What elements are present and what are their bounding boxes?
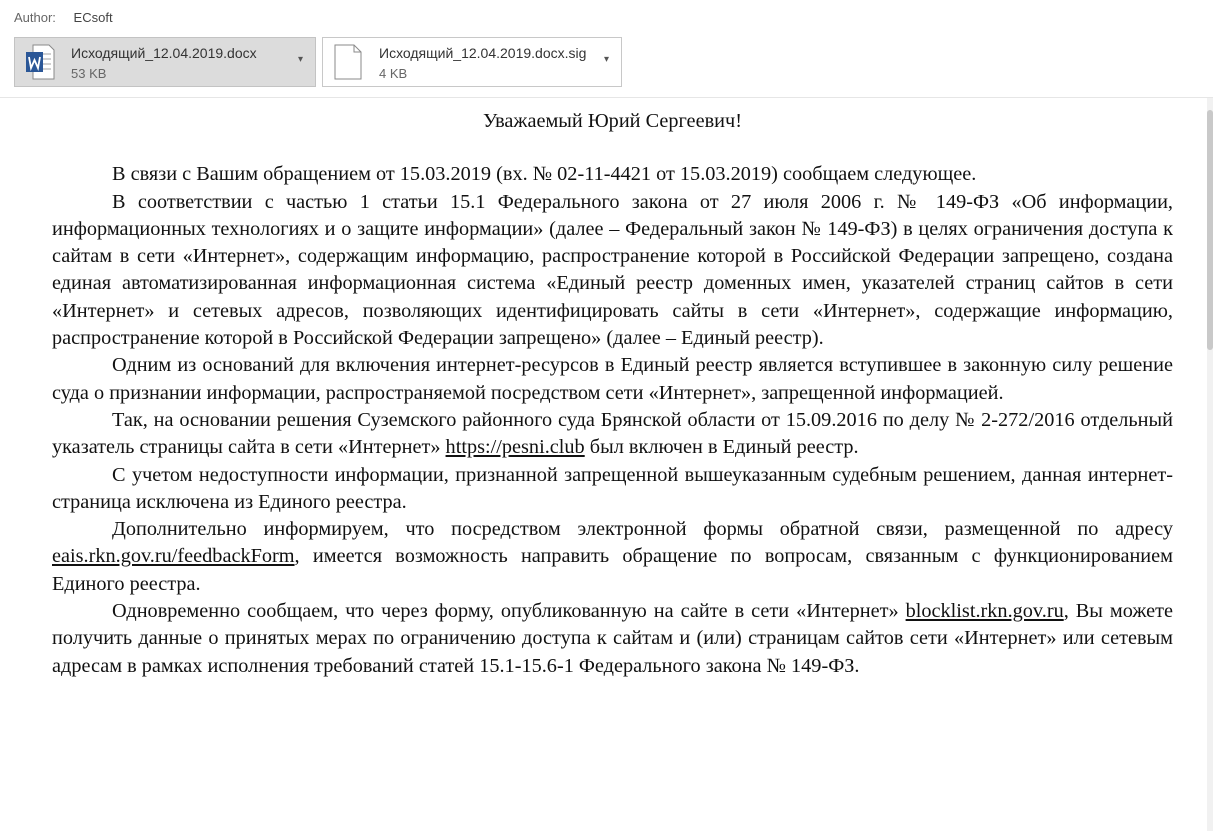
paragraph-2: В соответствии с частью 1 статьи 15.1 Федерального закона от 27 июля 2006 г. № 149-ФЗ «Об информации, информационных технологиях и о защите информации» (далее – Федеральный закон № 149-ФЗ) в целях ограничения доступа к сайтам в сети «Интернет», содержащим информацию, распространение которой в Российской Федерации запрещено, создана единая автоматизированная информационная система «Единый реестр доменных имен, указателей страниц сайтов в сети «Интернет» и сетевых адресов, позволяющих идентифицировать сайты в сети «Интернет», содержащие информацию, распространение которой в Российской Федерации запрещено» (далее – Единый реестр). xyxy=(52,190,1173,350)
paragraph-4-text-after: был включен в Единый реестр. xyxy=(584,436,859,459)
paragraph-1: В связи с Вашим обращением от 15.03.2019 (вх. № 02-11-4421 от 15.03.2019) сообщаем следующее. xyxy=(112,163,977,186)
paragraph-6 xyxy=(52,516,1173,598)
header-divider xyxy=(0,97,1213,98)
letter-greeting: Уважаемый Юрий Сергеевич! xyxy=(483,110,742,132)
blank-file-icon xyxy=(333,44,363,80)
pesni-club-link[interactable]: https://pesni.club xyxy=(445,436,585,459)
attachment-size: 4 KB xyxy=(379,66,408,81)
chevron-down-icon[interactable]: ▾ xyxy=(603,54,609,65)
author-value: ECsoft xyxy=(73,10,113,25)
paragraph-7 xyxy=(52,598,1173,680)
paragraph-7-text-after: , Вы можете получить данные о принятых мерах по ограничению доступа к сайтам и (или) страницам сайтов сети «Интернет» или сетевым адресам в рамках исполнения требований статей 15.1-15.6-1 Федерального закона № 149-ФЗ. xyxy=(52,600,1174,677)
attachment-size: 53 KB xyxy=(71,66,107,81)
word-doc-icon xyxy=(25,44,55,80)
paragraph-4 xyxy=(52,407,1173,462)
attachment-sig[interactable] xyxy=(322,37,622,87)
author-label: Author: xyxy=(14,10,56,25)
letter-body xyxy=(52,108,1173,680)
attachment-name: Исходящий_12.04.2019.docx xyxy=(71,45,257,61)
feedback-form-link[interactable]: eais.rkn.gov.ru/feedbackForm xyxy=(52,545,295,568)
author-row xyxy=(14,10,113,25)
paragraph-4-text-before: Так, на основании решения Суземского районного суда Брянской области от 15.09.2016 по делу № 2-272/2016 отдельный указатель страницы сайта в сети «Интернет» xyxy=(52,408,1173,459)
blocklist-link[interactable]: blocklist.rkn.gov.ru xyxy=(905,600,1064,623)
paragraph-6-text-after: , имеется возможность направить обращение по вопросам, связанным с функционированием Единого реестра. xyxy=(52,545,1173,595)
paragraph-7-text-before: Одновременно сообщаем, что через форму, опубликованную на сайте в сети «Интернет» xyxy=(112,600,906,623)
paragraph-3: Одним из оснований для включения интернет-ресурсов в Единый реестр является вступившее в законную силу решение суда о признании информации, распространяемой посредством сети «Интернет», запрещенной информацией. xyxy=(52,354,1173,404)
attachment-name: Исходящий_12.04.2019.docx.sig xyxy=(379,45,587,61)
scrollbar-thumb[interactable] xyxy=(1207,110,1213,350)
attachment-docx[interactable] xyxy=(14,37,316,87)
paragraph-5: С учетом недоступности информации, признанной запрещенной вышеуказанным судебным решением, данная интернет-страница исключена из Единого реестра. xyxy=(52,463,1173,513)
paragraph-6-text-before: Дополнительно информируем, что посредством электронной формы обратной связи, размещенной по адресу xyxy=(112,518,1173,541)
chevron-down-icon[interactable]: ▾ xyxy=(297,54,303,65)
